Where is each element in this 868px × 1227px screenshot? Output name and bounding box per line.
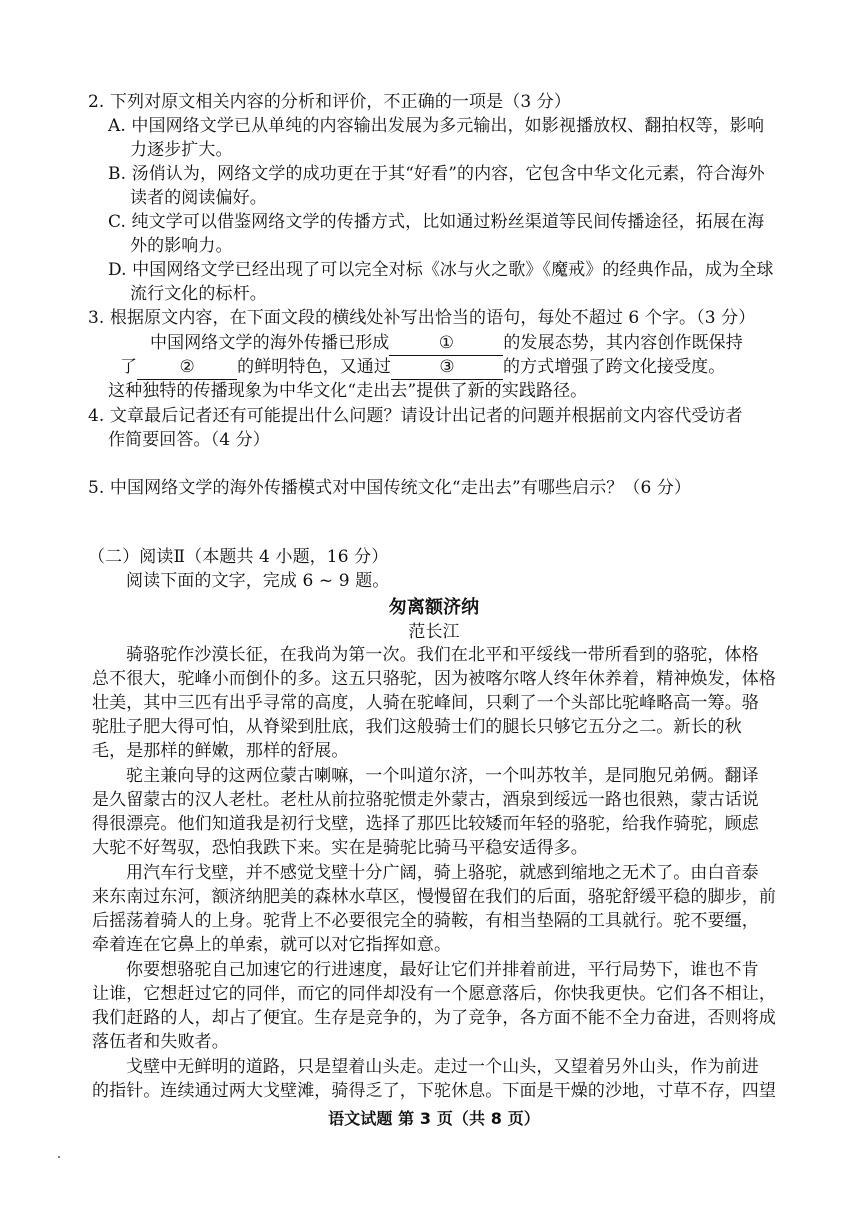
fill-text: 的发展态势，其内容创作既保持 — [503, 333, 743, 353]
page-footer: 语文试题 第 3 页（共 8 页） — [328, 1109, 540, 1128]
blank-2[interactable]: ② — [137, 355, 237, 380]
blank-3[interactable]: ③ — [391, 355, 503, 380]
article-line: 壮美，其中三匹有出乎寻常的高度，人骑在驼峰间，只剩了一个头部比驼峰略高一筹。骆 — [92, 693, 759, 713]
question-4-line-1: 4. 文章最后记者还有可能提出什么问题？请设计出记者的问题并根据前文内容代受访者 — [88, 406, 743, 426]
article-line: 骑骆驼作沙漠长征，在我尚为第一次。我们在北平和平绥线一带所看到的骆驼，体格 — [126, 645, 759, 665]
section-heading: （二）阅读Ⅱ（本题共 4 小题，16 分） — [88, 547, 389, 567]
fill-paragraph-line-3: 这种独特的传播现象为中华文化“走出去”提供了新的实践路径。 — [108, 381, 588, 401]
option-d-line-1: D. 中国网络文学已经出现了可以完全对标《冰与火之歌》《魔戒》的经典作品，成为全球 — [108, 260, 774, 280]
scan-speck — [58, 1156, 60, 1158]
article-line: 戈壁中无鲜明的道路，只是望着山头走。走过一个山头，又望着另外山头，作为前进 — [126, 1057, 759, 1077]
option-a-line-1: A. 中国网络文学已从单纯的内容输出发展为多元输出，如影视播放权、翻拍权等，影响 — [108, 116, 765, 136]
question-5: 5. 中国网络文学的海外传播模式对中国传统文化“走出去”有哪些启示？（6 分） — [88, 478, 692, 498]
question-4-line-2: 作简要回答。（4 分） — [108, 430, 270, 450]
article-line: 用汽车行戈壁，并不感觉戈壁十分广阔，骑上骆驼，就感到缩地之无术了。由白音泰 — [126, 863, 759, 883]
article-line: 驼肚子肥大得可怕，从脊梁到肚底，我们这般骑士们的腿长只够它五分之二。新长的秋 — [92, 717, 742, 737]
article-line: 让谁，它想赶过它的同伴，而它的同伴却没有一个愿意落后，你快我更快。它们各不相让， — [92, 984, 776, 1004]
question-3-stem: 3. 根据原文内容，在下面文段的横线处补写出恰当的语句，每处不超过 6 个字。（3 分） — [88, 308, 756, 328]
option-d-line-2: 流行文化的标杆。 — [130, 284, 267, 304]
question-2-stem: 2. 下列对原文相关内容的分析和评价，不正确的一项是（3 分） — [88, 92, 571, 112]
article-line: 后摇荡着骑人的上身。驼背上不必要很完全的骑鞍，有相当垫隔的工具就行。驼不要缰， — [92, 911, 759, 931]
article-line: 总不很大，驼峰小而倒仆的多。这五只骆驼，因为被喀尔喀人终年休养着，精神焕发，体格 — [92, 669, 776, 689]
article-line: 你要想骆驼自己加速它的行进速度，最好让它们并排着前进，平行局势下，谁也不肯 — [126, 960, 759, 980]
article-author: 范长江 — [408, 622, 460, 642]
article-line: 毛，是那样的鲜嫩，那样的舒展。 — [92, 741, 349, 761]
option-c-line-2: 外的影响力。 — [130, 236, 233, 256]
blank-1[interactable]: ① — [389, 331, 503, 356]
article-line: 得很漂亮。他们知道我是初行戈壁，选择了那匹比较矮而年轻的骆驼，给我作骑驼，顾虑 — [92, 814, 759, 834]
fill-text: 了 — [120, 357, 138, 377]
article-line: 牵着连在它鼻上的单索，就可以对它指挥如意。 — [92, 935, 452, 955]
fill-text: 的鲜明特色，又通过 — [237, 357, 392, 377]
section-instruction: 阅读下面的文字，完成 6 ~ 9 题。 — [126, 571, 390, 591]
option-a-line-2: 力逐步扩大。 — [130, 140, 233, 160]
article-title: 匆离额济纳 — [388, 597, 480, 618]
option-b-line-1: B. 汤俏认为，网络文学的成功更在于其“好看”的内容，它包含中华文化元素，符合海外 — [108, 164, 765, 184]
fill-text: 的方式增强了跨文化接受度。 — [503, 357, 726, 377]
article-line: 的指针。连续通过两大戈壁滩，骑得乏了，下驼休息。下面是干燥的沙地，寸草不存，四望 — [92, 1081, 776, 1101]
article-line: 我们赶路的人，却占了便宜。生存是竞争的，为了竞争，各方面不能不全力奋进，否则将成 — [92, 1008, 776, 1028]
option-b-line-2: 读者的阅读偏好。 — [130, 188, 267, 208]
article-line: 是久留蒙古的汉人老杜。老杜从前拉骆驼惯走外蒙古，酒泉到绥远一路也很熟，蒙古话说 — [92, 790, 759, 810]
article-line: 大驼不好驾驭，恐怕我跌下来。实在是骑驼比骑马平稳安适得多。 — [92, 838, 588, 858]
article-line: 驼主兼向导的这两位蒙古喇嘛，一个叫道尔济，一个叫苏牧羊，是同胞兄弟俩。翻译 — [126, 766, 759, 786]
option-c-line-1: C. 纯文学可以借鉴网络文学的传播方式，比如通过粉丝渠道等民间传播途径，拓展在海 — [108, 212, 765, 232]
fill-paragraph-line-2 — [120, 355, 725, 380]
article-line: 来东南过东河，额济纳肥美的森林水草区，慢慢留在我们的后面，骆驼舒缓平稳的脚步，前 — [92, 887, 776, 907]
article-line: 落伍者和失败者。 — [92, 1032, 229, 1052]
fill-paragraph-line-1 — [150, 331, 743, 356]
fill-text: 中国网络文学的海外传播已形成 — [150, 333, 390, 353]
